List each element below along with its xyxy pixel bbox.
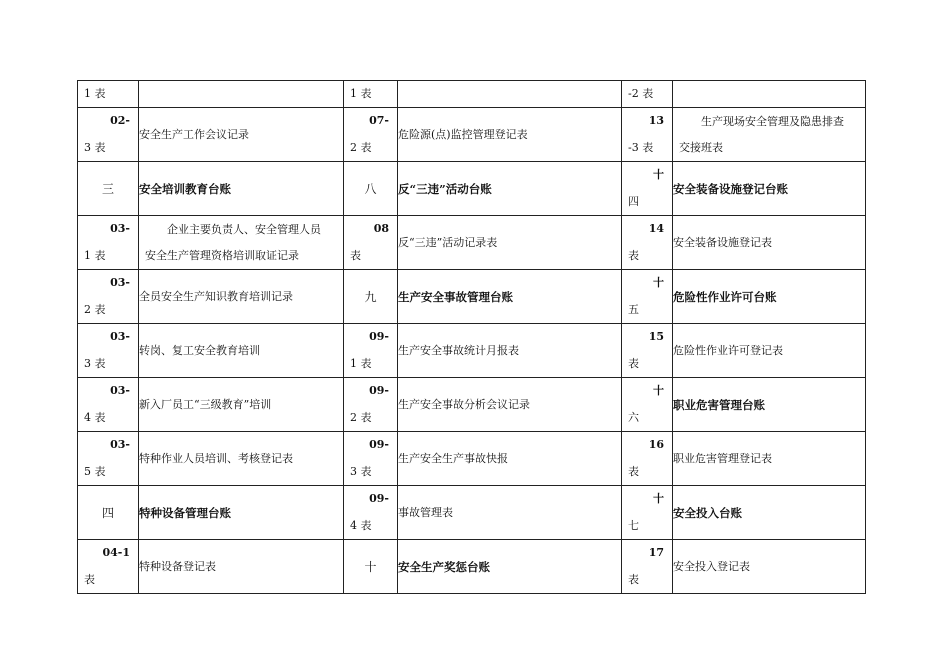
- code-cell: [622, 108, 673, 162]
- name-line: 全员安全生产知识教育培训记录: [139, 289, 293, 303]
- section-number-cell: [344, 270, 398, 324]
- name-line: 特种设备管理台账: [139, 505, 231, 520]
- table-row: [78, 486, 866, 540]
- code-top: 15: [648, 330, 664, 343]
- name-cell: [673, 432, 866, 486]
- name-cell: [139, 270, 344, 324]
- code-bottom: -3 表: [628, 141, 654, 154]
- code-top: 16: [648, 438, 664, 451]
- name-cell: [139, 540, 344, 594]
- code-top: 03-: [110, 222, 130, 235]
- code-top: 09-: [369, 438, 389, 451]
- code-cell: [344, 216, 398, 270]
- code-top: 十: [653, 384, 664, 397]
- ledger-body: [78, 81, 866, 594]
- name-cell: [673, 270, 866, 324]
- name-line: 安全投入台账: [673, 505, 742, 520]
- table-row: [78, 540, 866, 594]
- section-number-cell: [344, 540, 398, 594]
- code-top: 09-: [369, 330, 389, 343]
- name-cell: [673, 81, 866, 108]
- name-cell: [139, 81, 344, 108]
- name-line: 生产现场安全管理及隐患排查: [701, 114, 844, 128]
- name-line: 安全装备设施登记台账: [673, 181, 788, 196]
- name-line: 生产安全事故分析会议记录: [398, 397, 530, 411]
- code-cell: [622, 162, 673, 216]
- code-text: 1 表: [350, 87, 372, 100]
- code-bottom: 六: [628, 411, 639, 424]
- code-top: 17: [648, 546, 664, 559]
- code-top: 十: [653, 168, 664, 181]
- code-cell: [78, 324, 139, 378]
- name-line: 危险性作业许可登记表: [673, 343, 783, 357]
- code-top: 08: [373, 222, 389, 235]
- code-cell: [622, 378, 673, 432]
- name-cell: [673, 108, 866, 162]
- code-cell: [78, 378, 139, 432]
- name-line: 特种作业人员培训、考核登记表: [139, 451, 293, 465]
- code-cell: [344, 378, 398, 432]
- code-cell: [78, 216, 139, 270]
- table-row: [78, 216, 866, 270]
- name-line: 安全投入登记表: [673, 559, 750, 573]
- section-number: 四: [101, 505, 114, 520]
- code-cell: [622, 486, 673, 540]
- code-cell: [78, 270, 139, 324]
- name-cell: [398, 378, 622, 432]
- name-line: 生产安全事故统计月报表: [398, 343, 519, 357]
- name-cell: [398, 324, 622, 378]
- name-line: 安全生产奖惩台账: [398, 559, 490, 574]
- section-number: 八: [364, 181, 377, 196]
- name-cell: [398, 81, 622, 108]
- code-bottom: 3 表: [84, 141, 106, 154]
- table-row: [78, 108, 866, 162]
- code-top: 03-: [110, 276, 130, 289]
- code-cell: [622, 270, 673, 324]
- name-cell: [673, 540, 866, 594]
- section-number-cell: [78, 162, 139, 216]
- code-bottom: 四: [628, 195, 639, 208]
- name-cell: [139, 432, 344, 486]
- name-line: 职业危害管理台账: [673, 397, 765, 412]
- code-bottom: 表: [350, 249, 361, 262]
- code-cell: [344, 486, 398, 540]
- code-bottom: 1 表: [350, 357, 372, 370]
- name-line: 安全培训教育台账: [139, 181, 231, 196]
- code-cell: [78, 540, 139, 594]
- name-line: 安全生产工作会议记录: [139, 127, 249, 141]
- table-row: [78, 324, 866, 378]
- code-cell: [78, 108, 139, 162]
- name-line: 危险源(点)监控管理登记表: [398, 127, 528, 141]
- ledger-table: [77, 80, 866, 594]
- section-number-cell: [78, 486, 139, 540]
- code-top: 02-: [110, 114, 130, 127]
- table-row: [78, 432, 866, 486]
- name-line: 安全装备设施登记表: [673, 235, 772, 249]
- name-line: 特种设备登记表: [139, 559, 216, 573]
- code-cell: [622, 81, 673, 108]
- name-line: 转岗、复工安全教育培训: [139, 343, 260, 357]
- code-top: 04-1: [102, 546, 130, 559]
- code-cell: [344, 81, 398, 108]
- code-top: 03-: [110, 384, 130, 397]
- code-top: 14: [648, 222, 664, 235]
- code-bottom: 表: [84, 573, 95, 586]
- code-cell: [622, 216, 673, 270]
- section-number-cell: [344, 162, 398, 216]
- name-cell: [673, 378, 866, 432]
- name-cell: [398, 270, 622, 324]
- code-cell: [622, 540, 673, 594]
- name-cell: [673, 486, 866, 540]
- name-line: 职业危害管理登记表: [673, 451, 772, 465]
- code-bottom: 5 表: [84, 465, 106, 478]
- name-cell: [398, 108, 622, 162]
- code-text: -2 表: [628, 87, 654, 100]
- table-row: [78, 162, 866, 216]
- code-top: 十: [653, 276, 664, 289]
- name-line: 事故管理表: [398, 505, 453, 519]
- code-bottom: 表: [628, 249, 639, 262]
- name-cell: [139, 162, 344, 216]
- name-cell: [398, 162, 622, 216]
- code-top: 07-: [369, 114, 389, 127]
- code-bottom: 表: [628, 357, 639, 370]
- code-bottom: 4 表: [84, 411, 106, 424]
- code-cell: [622, 324, 673, 378]
- code-bottom: 五: [628, 303, 639, 316]
- name-cell: [398, 486, 622, 540]
- code-bottom: 2 表: [350, 141, 372, 154]
- name-cell: [139, 108, 344, 162]
- name-cell: [673, 324, 866, 378]
- table-row: [78, 81, 866, 108]
- code-bottom: 2 表: [350, 411, 372, 424]
- table-row: [78, 270, 866, 324]
- code-cell: [622, 432, 673, 486]
- code-bottom: 表: [628, 465, 639, 478]
- name-line: 生产安全生产事故快报: [398, 451, 508, 465]
- name-cell: [139, 486, 344, 540]
- name-cell: [673, 216, 866, 270]
- code-cell: [78, 432, 139, 486]
- name-line: 生产安全事故管理台账: [398, 289, 513, 304]
- section-number: 十: [364, 559, 377, 574]
- name-line: 反“三违”活动记录表: [398, 235, 498, 249]
- name-cell: [139, 324, 344, 378]
- section-number: 三: [101, 181, 114, 196]
- code-top: 03-: [110, 438, 130, 451]
- code-top: 09-: [369, 492, 389, 505]
- code-text: 1 表: [84, 87, 106, 100]
- code-cell: [78, 81, 139, 108]
- name-line: 企业主要负责人、安全管理人员: [167, 222, 321, 236]
- name-cell: [398, 540, 622, 594]
- name-cell: [398, 432, 622, 486]
- code-bottom: 3 表: [84, 357, 106, 370]
- code-cell: [344, 324, 398, 378]
- code-bottom: 七: [628, 519, 639, 532]
- code-bottom: 4 表: [350, 519, 372, 532]
- name-line: 新入厂员工“三级教育”培训: [139, 397, 272, 411]
- code-top: 13: [648, 114, 664, 127]
- name-cell: [139, 378, 344, 432]
- code-top: 09-: [369, 384, 389, 397]
- code-bottom: 1 表: [84, 249, 106, 262]
- name-line: 交接班表: [679, 140, 723, 154]
- code-top: 03-: [110, 330, 130, 343]
- code-cell: [344, 108, 398, 162]
- code-cell: [344, 432, 398, 486]
- code-top: 十: [653, 492, 664, 505]
- name-line: 危险性作业许可台账: [673, 289, 777, 304]
- section-number: 九: [364, 289, 377, 304]
- name-cell: [673, 162, 866, 216]
- code-bottom: 2 表: [84, 303, 106, 316]
- table-row: [78, 378, 866, 432]
- name-line: 反“三违”活动台账: [398, 181, 492, 196]
- name-cell: [139, 216, 344, 270]
- code-bottom: 表: [628, 573, 639, 586]
- name-line: 安全生产管理资格培训取证记录: [145, 248, 299, 262]
- name-cell: [398, 216, 622, 270]
- code-bottom: 3 表: [350, 465, 372, 478]
